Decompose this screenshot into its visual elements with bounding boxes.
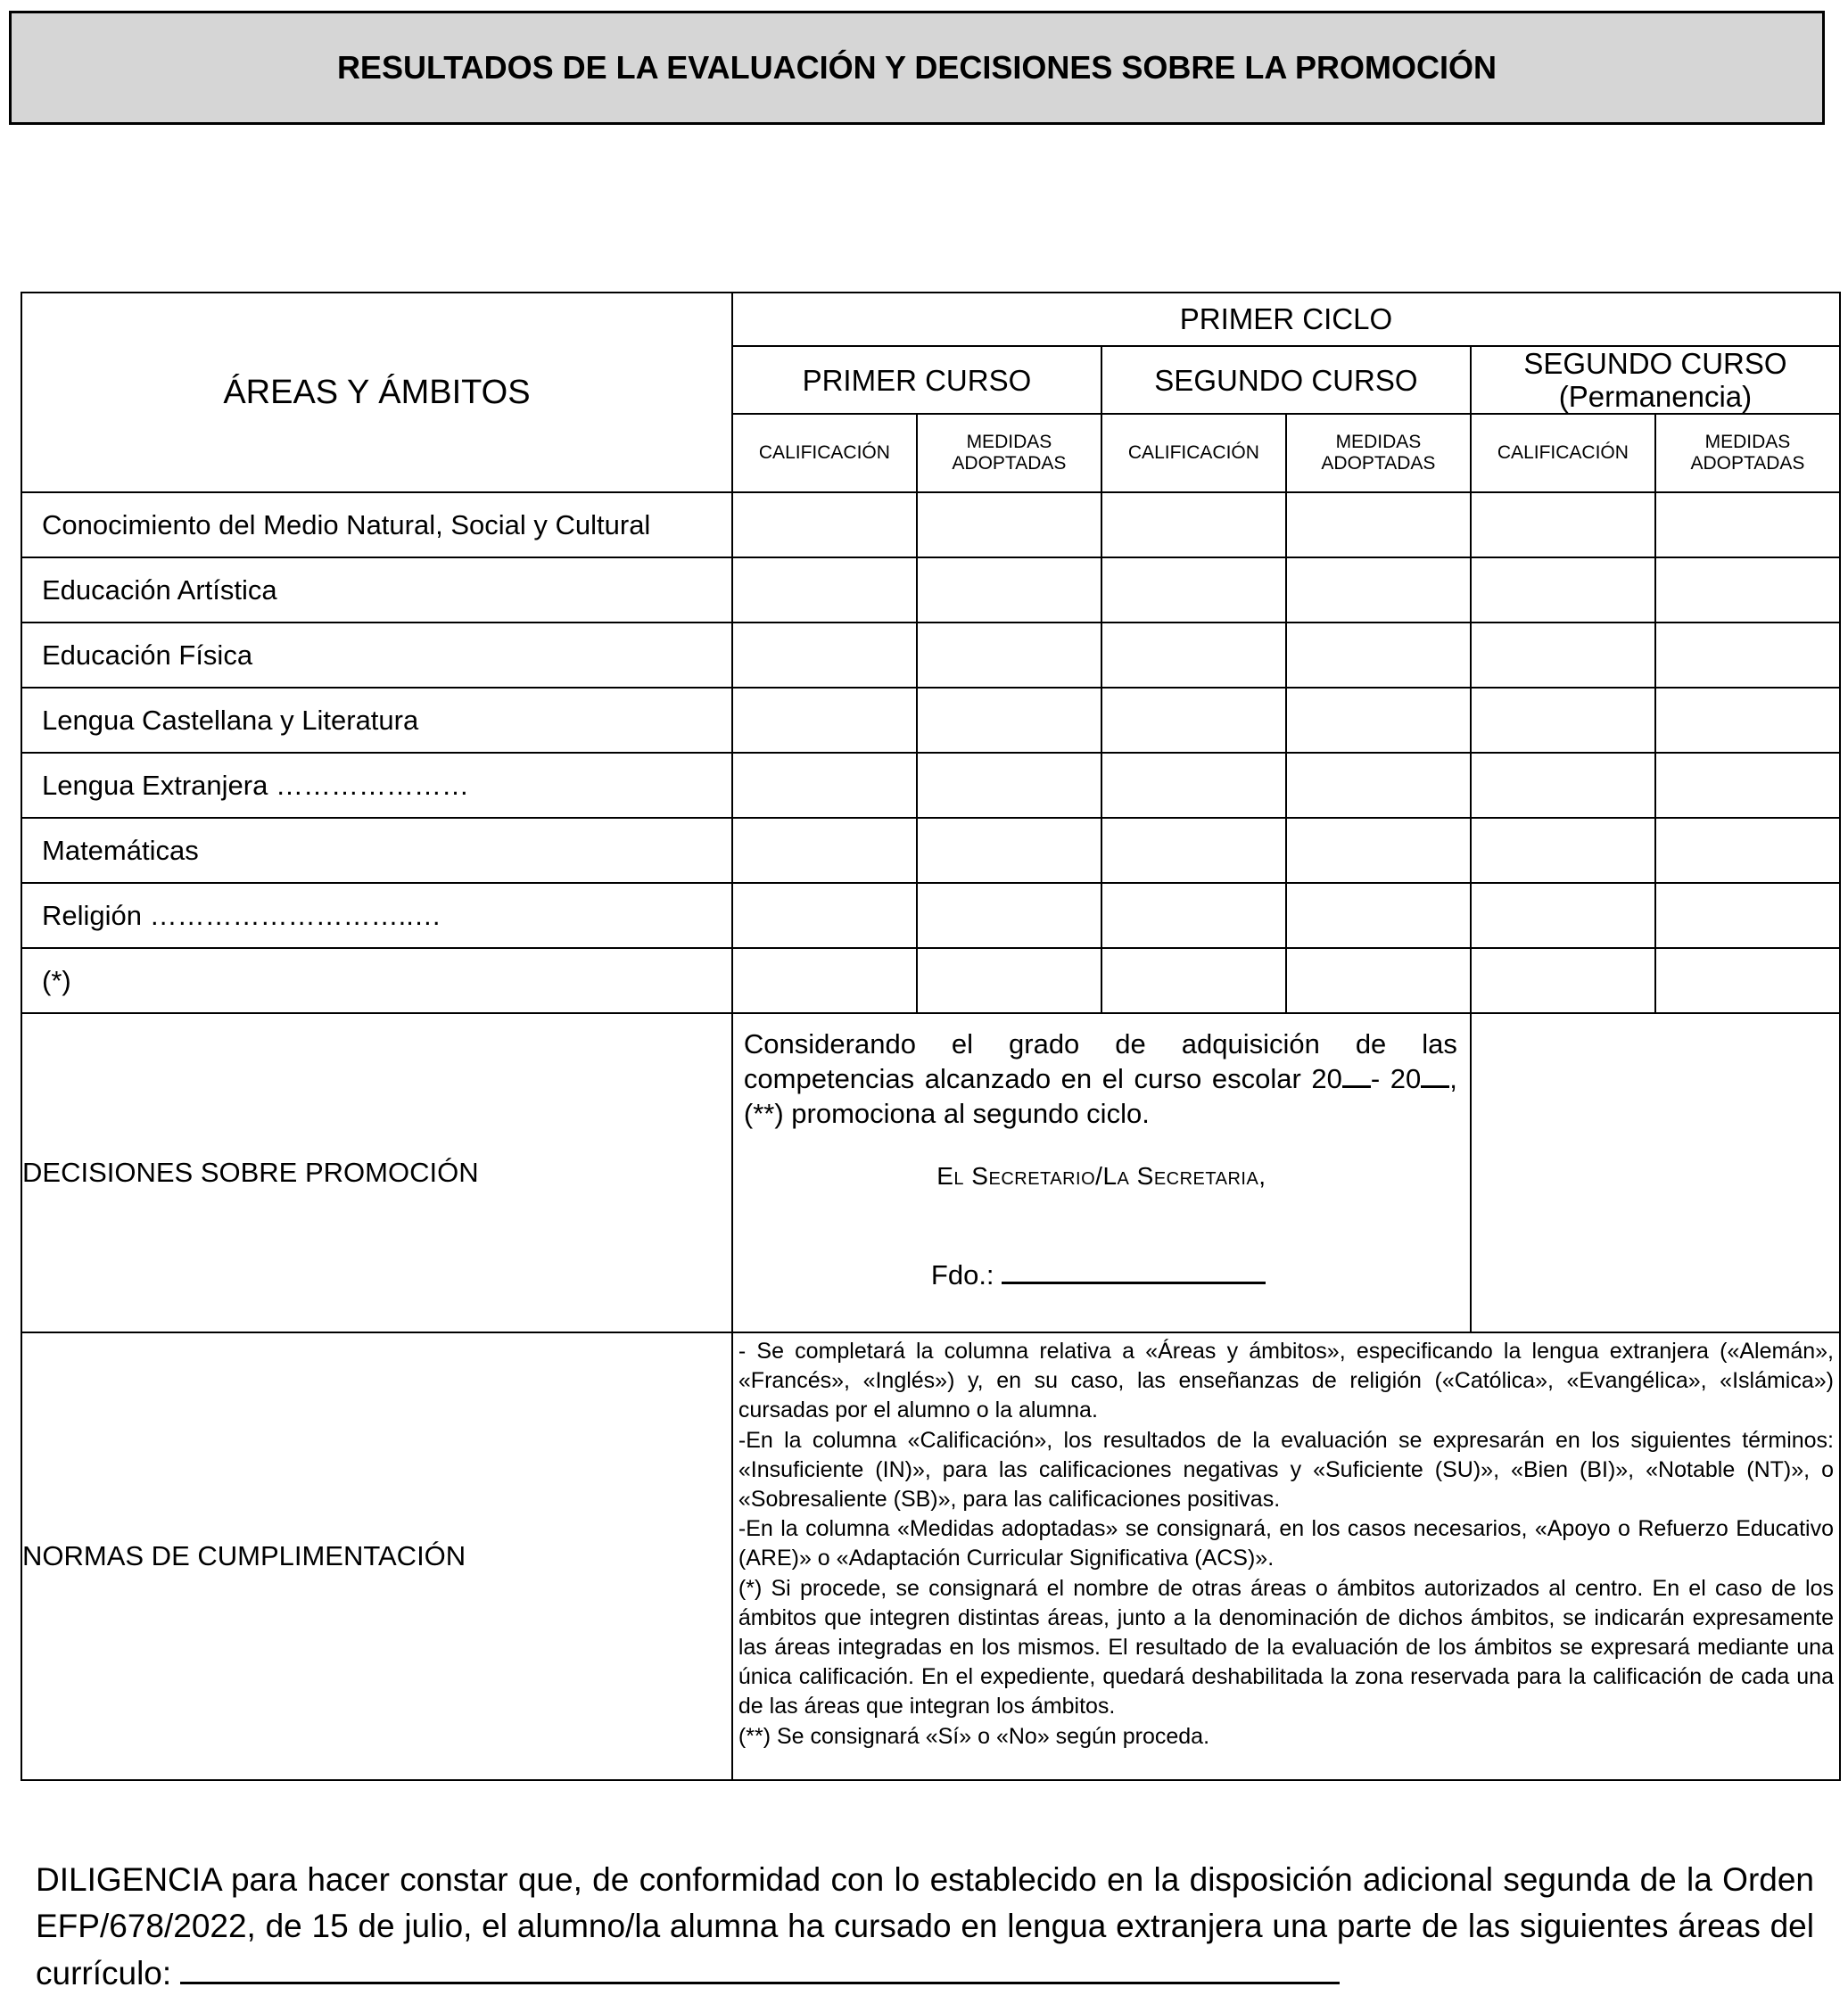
table-row <box>21 948 1840 1013</box>
calificacion-header: CALIFICACIÓN <box>1471 414 1655 492</box>
measure-cell[interactable] <box>1286 753 1471 818</box>
grade-cell[interactable] <box>1101 688 1286 753</box>
area-label: Lengua Castellana y Literatura <box>21 688 732 753</box>
diligencia-text: DILIGENCIA para hacer constar que, de conformidad con lo establecido en la disposición adicional segunda de la Orden EFP/678/2022, de 15 de julio, el alumno/la alumna ha cursado en lengua extranjera una parte de las siguientes áreas del currículo: <box>36 1861 1814 1991</box>
normas-paragraph: - Se completará la columna relativa a «Áreas y ámbitos», especificando la lengua extranjera («Alemán», «Francés», «Inglés») y, en su caso, las enseñanzas de religión («Católica», «Evangélica», «Islámica») cursadas por el alumno o la alumna. <box>738 1339 1834 1423</box>
secretario-label: El Secretario/La Secretaria, <box>936 1162 1266 1190</box>
table-row <box>21 623 1840 688</box>
measure-cell[interactable] <box>917 557 1101 623</box>
calificacion-header: CALIFICACIÓN <box>732 414 917 492</box>
permanencia-line2: (Permanencia) <box>1558 380 1753 413</box>
measure-cell[interactable] <box>917 492 1101 557</box>
grade-cell[interactable] <box>732 883 917 948</box>
area-label: Religión ………………………..… <box>21 883 732 948</box>
measure-cell[interactable] <box>1286 557 1471 623</box>
calificacion-header: CALIFICACIÓN <box>1101 414 1286 492</box>
curso-header-primero: PRIMER CURSO <box>732 346 1101 414</box>
curso-header-permanencia <box>1471 346 1840 414</box>
measure-cell[interactable] <box>1655 492 1840 557</box>
ciclo-header: PRIMER CICLO <box>732 293 1840 346</box>
medidas-header: MEDIDAS ADOPTADAS <box>917 414 1101 492</box>
grade-cell[interactable] <box>1101 623 1286 688</box>
medidas-header: MEDIDAS ADOPTADAS <box>1286 414 1471 492</box>
measure-cell[interactable] <box>1286 818 1471 883</box>
decisiones-row <box>21 1013 1840 1332</box>
measure-cell[interactable] <box>917 883 1101 948</box>
measure-cell[interactable] <box>917 688 1101 753</box>
measure-cell[interactable] <box>917 818 1101 883</box>
decisiones-label: DECISIONES SOBRE PROMOCIÓN <box>21 1013 732 1332</box>
measure-cell[interactable] <box>1655 948 1840 1013</box>
area-label: Educación Artística <box>21 557 732 623</box>
measure-cell[interactable] <box>1655 818 1840 883</box>
measure-cell[interactable] <box>1655 883 1840 948</box>
measure-cell[interactable] <box>1655 623 1840 688</box>
grade-cell[interactable] <box>1101 492 1286 557</box>
grade-cell[interactable] <box>1471 883 1655 948</box>
grade-cell[interactable] <box>1471 557 1655 623</box>
grade-cell[interactable] <box>732 557 917 623</box>
grade-cell[interactable] <box>1101 948 1286 1013</box>
grade-cell[interactable] <box>1101 557 1286 623</box>
grade-cell[interactable] <box>1471 688 1655 753</box>
normas-paragraph: (*) Si procede, se consignará el nombre de otras áreas o ámbitos autorizados al centro. En el caso de los ámbitos que integren distintas áreas, junto a la denominación de dichos ámbitos, se indicarán expresamente las áreas integradas en los mismos. El resultado de la evaluación de los ámbitos se expresará mediante una única calificación. En el expediente, quedará deshabilitada la zona reservada para la calificación de cada una de las áreas que integran los ámbitos. <box>738 1575 1834 1719</box>
normas-paragraph: (**) Se consignará «Sí» o «No» según proceda. <box>738 1723 1210 1749</box>
medidas-header: MEDIDAS ADOPTADAS <box>1655 414 1840 492</box>
table-row <box>21 818 1840 883</box>
grade-cell[interactable] <box>1471 492 1655 557</box>
measure-cell[interactable] <box>1286 623 1471 688</box>
normas-row <box>21 1332 1840 1780</box>
grade-cell[interactable] <box>1101 818 1286 883</box>
table-row <box>21 688 1840 753</box>
grade-cell[interactable] <box>1471 623 1655 688</box>
measure-cell[interactable] <box>917 753 1101 818</box>
signature-field: Fdo.: <box>931 1257 1266 1291</box>
table-row <box>21 492 1840 557</box>
table-row <box>21 557 1840 623</box>
normas-label: NORMAS DE CUMPLIMENTACIÓN <box>21 1332 732 1780</box>
normas-text <box>732 1332 1840 1780</box>
table-row <box>21 753 1840 818</box>
measure-cell[interactable] <box>917 623 1101 688</box>
area-label: Lengua Extranjera ………………… <box>21 753 732 818</box>
curso-header-segundo: SEGUNDO CURSO <box>1101 346 1471 414</box>
year-blank[interactable] <box>1342 1062 1371 1088</box>
grade-cell[interactable] <box>732 688 917 753</box>
area-label: Educación Física <box>21 623 732 688</box>
table-row <box>21 883 1840 948</box>
grade-cell[interactable] <box>1101 883 1286 948</box>
grade-cell[interactable] <box>1471 948 1655 1013</box>
area-label: Matemáticas <box>21 818 732 883</box>
grade-cell[interactable] <box>732 623 917 688</box>
grade-cell[interactable] <box>732 753 917 818</box>
area-label: Conocimiento del Medio Natural, Social y Cultural <box>21 492 732 557</box>
measure-cell[interactable] <box>1655 753 1840 818</box>
grade-cell[interactable] <box>732 948 917 1013</box>
normas-paragraph: -En la columna «Calificación», los resultados de la evaluación se expresarán en los siguientes términos: «Insuficiente (IN)», para las calificaciones negativas y «Suficiente (SU)», «Bien (BI)», «Notable (NT)», o «Sobresaliente (SB)», para las calificaciones positivas. <box>738 1427 1834 1513</box>
page-title: RESULTADOS DE LA EVALUACIÓN Y DECISIONES SOBRE LA PROMOCIÓN <box>9 11 1825 125</box>
permanencia-line1: SEGUNDO CURSO <box>1523 347 1787 380</box>
grade-cell[interactable] <box>1471 753 1655 818</box>
measure-cell[interactable] <box>1286 688 1471 753</box>
measure-cell[interactable] <box>1286 883 1471 948</box>
decisiones-text-cell <box>732 1013 1471 1332</box>
areas-header: ÁREAS Y ÁMBITOS <box>21 293 732 492</box>
grade-cell[interactable] <box>732 818 917 883</box>
diligencia-line[interactable] <box>180 1950 1340 1984</box>
year-blank[interactable] <box>1421 1062 1449 1088</box>
decisiones-text: Considerando el grado de adquisición de las competencias alcanzado en el curso escolar 20 - 20 , (**) promociona al segundo ciclo. <box>743 1028 1457 1129</box>
measure-cell[interactable] <box>1655 688 1840 753</box>
decisiones-empty-cell[interactable] <box>1471 1013 1840 1332</box>
measure-cell[interactable] <box>1286 492 1471 557</box>
grade-cell[interactable] <box>1471 818 1655 883</box>
area-label: (*) <box>21 948 732 1013</box>
measure-cell[interactable] <box>1286 948 1471 1013</box>
grade-cell[interactable] <box>732 492 917 557</box>
grade-cell[interactable] <box>1101 753 1286 818</box>
normas-paragraph: -En la columna «Medidas adoptadas» se consignará, en los casos necesarios, «Apoyo o Refuerzo Educativo (ARE)» o «Adaptación Curricular Significativa (ACS)». <box>738 1516 1834 1571</box>
measure-cell[interactable] <box>1655 557 1840 623</box>
signature-line[interactable] <box>1002 1257 1266 1284</box>
measure-cell[interactable] <box>917 948 1101 1013</box>
evaluation-table <box>21 292 1841 1781</box>
